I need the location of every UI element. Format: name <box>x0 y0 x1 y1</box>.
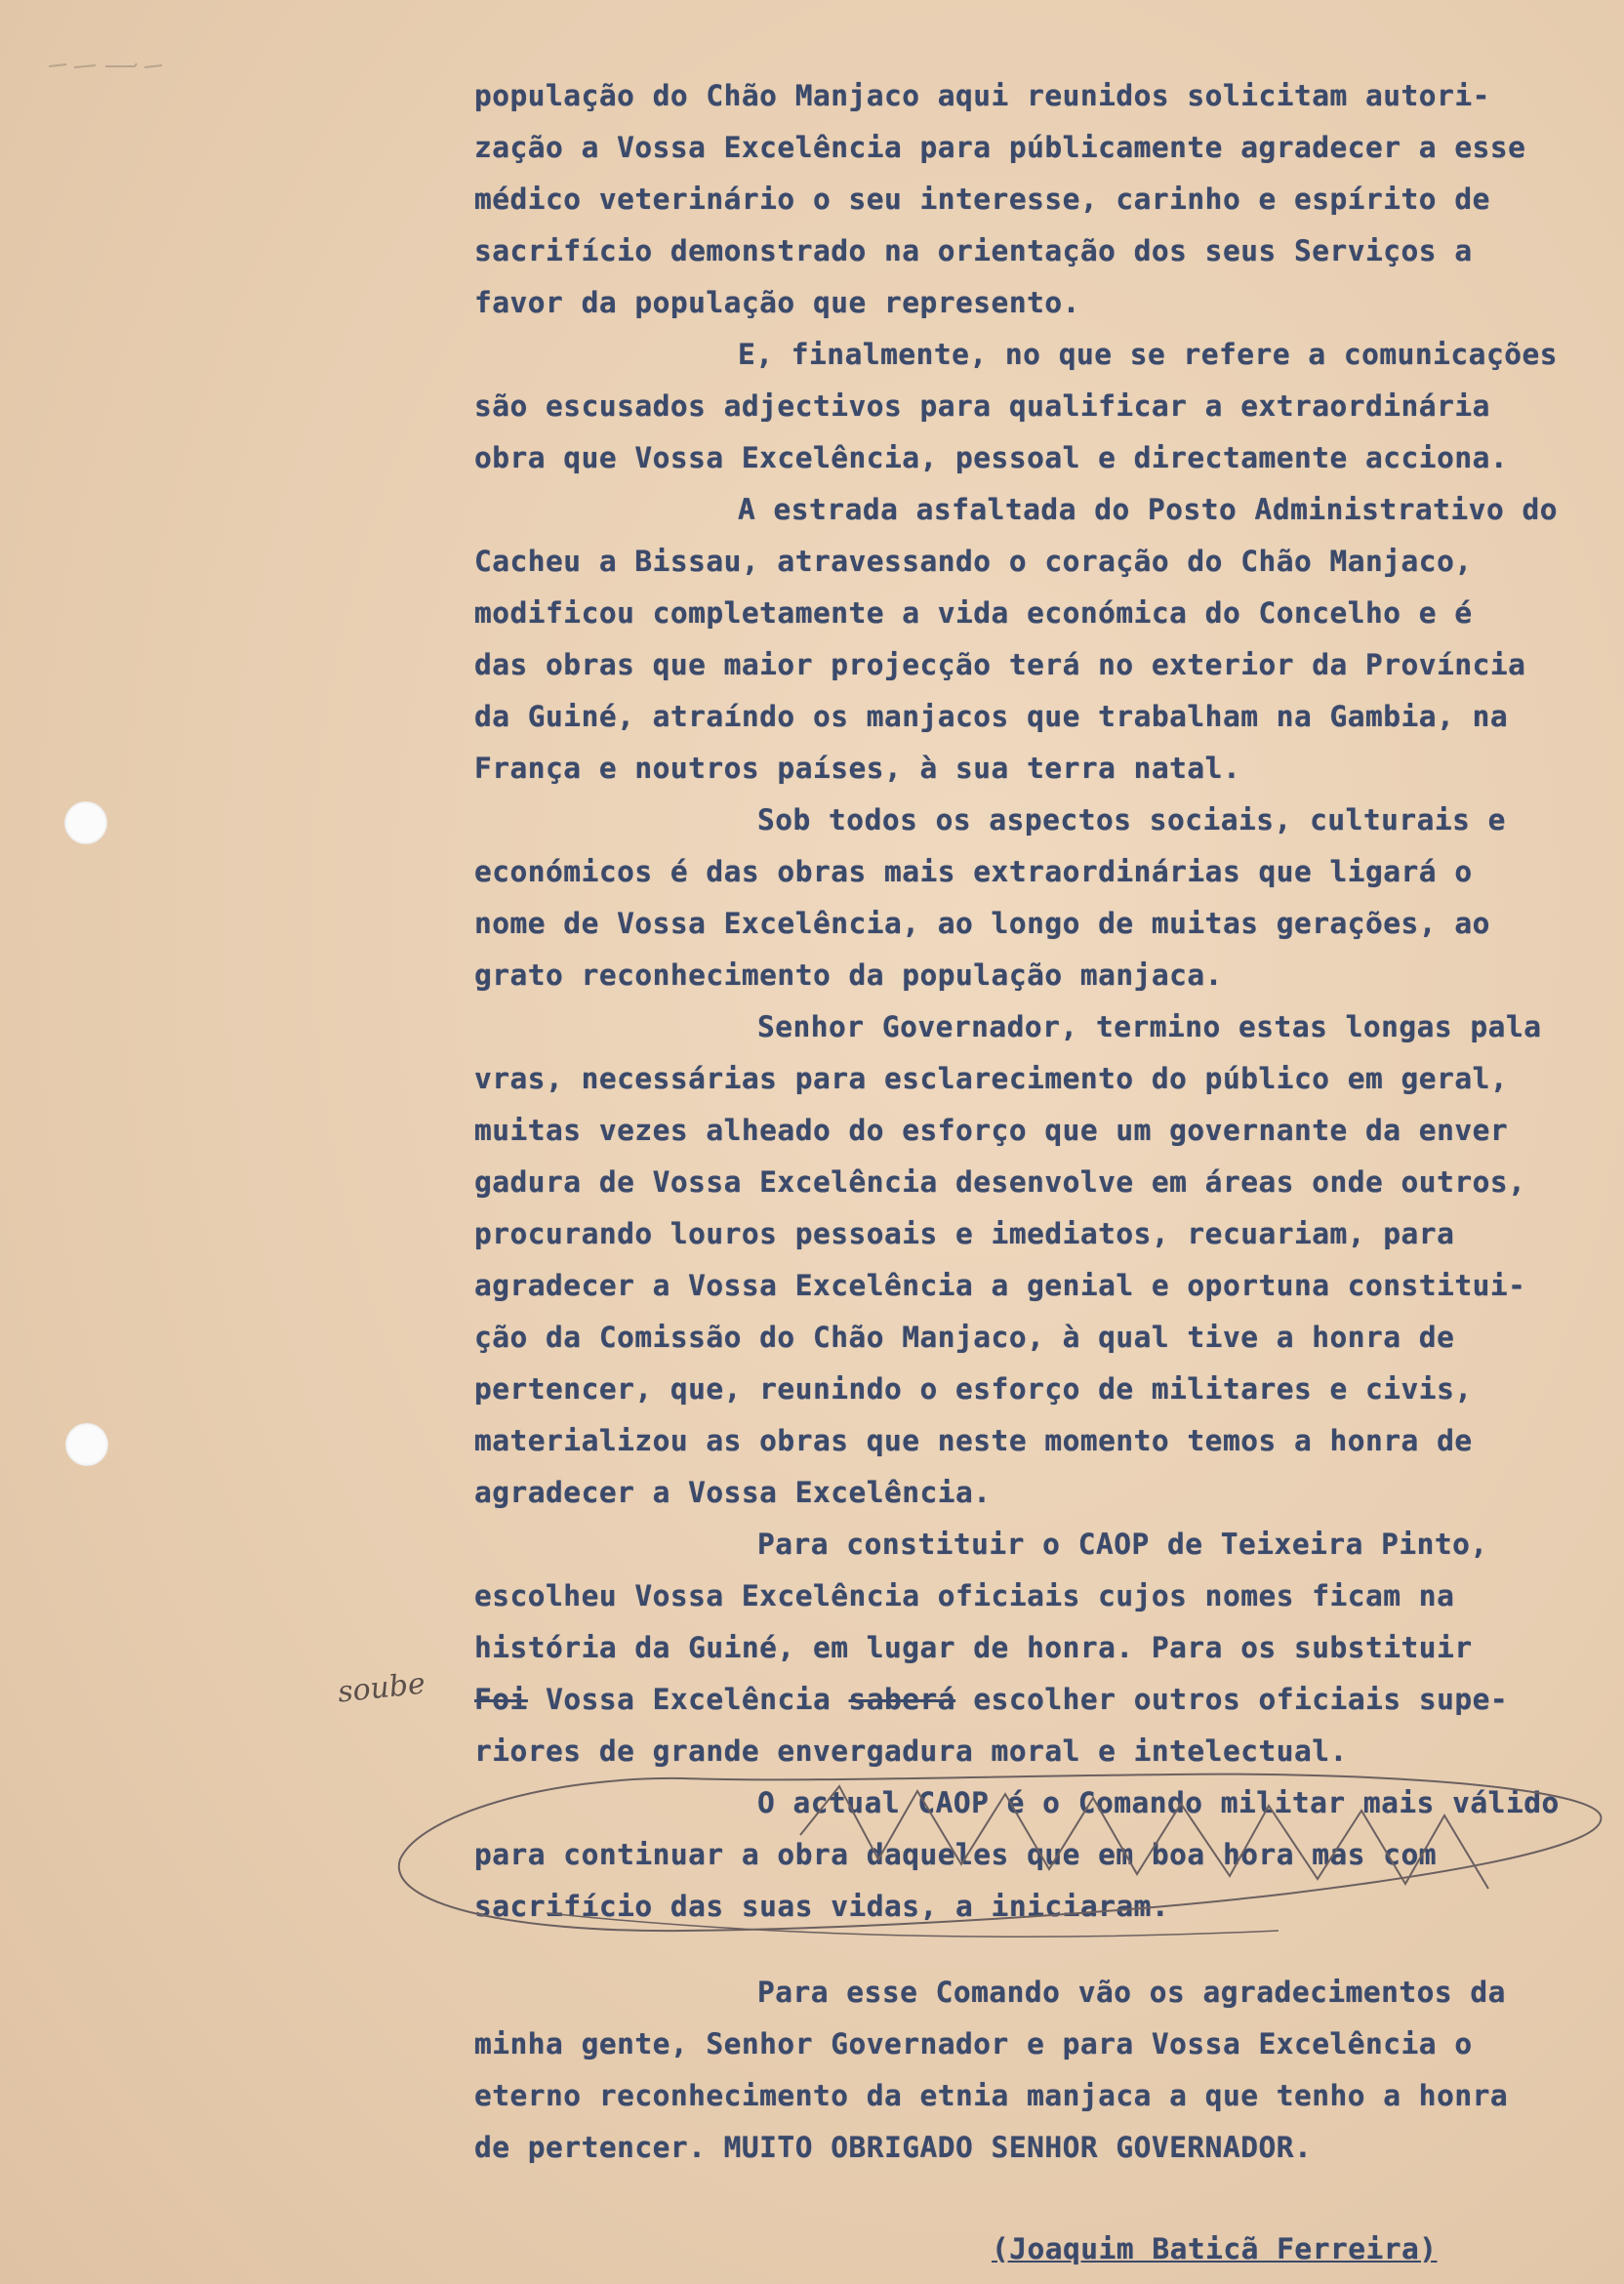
struck-word: Foi <box>474 1683 528 1716</box>
corner-mark <box>47 59 164 72</box>
text-line: vras, necessárias para esclarecimento do público em geral, <box>474 1062 1509 1095</box>
text-line: muitas vezes alheado do esforço que um governante da enver <box>474 1114 1509 1147</box>
punch-hole-bottom <box>65 1423 108 1466</box>
text-line: gadura de Vossa Excelência desenvolve em áreas onde outros, <box>474 1165 1526 1199</box>
text-line: nome de Vossa Excelência, ao longo de muitas gerações, ao <box>474 907 1490 940</box>
text-line: favor da população que represento. <box>474 286 1080 319</box>
text-line: obra que Vossa Excelência, pessoal e directamente acciona. <box>474 441 1509 474</box>
struck-word: saberá <box>848 1683 956 1716</box>
handwritten-margin-note: soube <box>336 1666 427 1710</box>
text-line: Para esse Comando vão os agradecimentos da <box>757 1976 1506 2009</box>
signature-line: (Joaquim Baticã Ferreira) <box>992 2232 1438 2265</box>
text-line: agradecer a Vossa Excelência a genial e oportuna constitui- <box>474 1269 1526 1302</box>
text-line: história da Guiné, em lugar de honra. Para os substituir <box>474 1631 1473 1664</box>
text-line: minha gente, Senhor Governador e para Vossa Excelência o <box>474 2027 1473 2060</box>
text-line: Para constituir o CAOP de Teixeira Pinto, <box>757 1528 1488 1561</box>
text-line: são escusados adjectivos para qualificar a extraordinária <box>474 389 1490 423</box>
text-line: das obras que maior projecção terá no exterior da Província <box>474 648 1526 681</box>
inline-text: escolher outros oficiais supe- <box>973 1683 1509 1716</box>
text-line: população do Chão Manjaco aqui reunidos solicitam autori- <box>474 79 1490 112</box>
text-line: eterno reconhecimento da etnia manjaca a que tenho a honra <box>474 2079 1509 2112</box>
text-line: E, finalmente, no que se refere a comunicações <box>738 338 1558 371</box>
text-line: ção da Comissão do Chão Manjaco, à qual tive a honra de <box>474 1321 1455 1354</box>
text-line: materializou as obras que neste momento temos a honra de <box>474 1424 1473 1457</box>
text-line: Senhor Governador, termino estas longas pala <box>757 1010 1542 1043</box>
text-line: riores de grande envergadura moral e intelectual. <box>474 1734 1348 1768</box>
text-line: Cacheu a Bissau, atravessando o coração do Chão Manjaco, <box>474 545 1473 578</box>
text-line: Sob todos os aspectos sociais, culturais e <box>757 803 1506 836</box>
text-line-with-correction <box>474 1683 1509 1716</box>
text-line: procurando louros pessoais e imediatos, recuariam, para <box>474 1217 1455 1250</box>
text-line: médico veterinário o seu interesse, carinho e espírito de <box>474 183 1490 216</box>
text-line: A estrada asfaltada do Posto Administrativo do <box>738 493 1558 526</box>
punch-hole-top <box>64 801 107 844</box>
text-line: económicos é das obras mais extraordinárias que ligará o <box>474 855 1473 888</box>
text-line: pertencer, que, reunindo o esforço de militares e civis, <box>474 1372 1473 1406</box>
text-line: modificou completamente a vida económica do Concelho e é <box>474 596 1473 630</box>
text-line: sacrifício demonstrado na orientação dos seus Serviços a <box>474 234 1473 267</box>
text-line: O actual CAOP é o Comando militar mais válido <box>757 1786 1560 1819</box>
text-line: agradecer a Vossa Excelência. <box>474 1476 992 1509</box>
text-line: zação a Vossa Excelência para públicamente agradecer a esse <box>474 131 1526 164</box>
text-line: para continuar a obra daqueles que em boa hora mas com <box>474 1838 1438 1871</box>
text-line: da Guiné, atraíndo os manjacos que trabalham na Gambia, na <box>474 700 1509 733</box>
text-line: de pertencer. MUITO OBRIGADO SENHOR GOVERNADOR. <box>474 2131 1313 2164</box>
text-line: França e noutros países, à sua terra natal. <box>474 752 1241 785</box>
inline-text: Vossa Excelência <box>546 1683 832 1716</box>
text-line: grato reconhecimento da população manjaca. <box>474 958 1223 992</box>
text-line: escolheu Vossa Excelência oficiais cujos nomes ficam na <box>474 1579 1455 1612</box>
text-line: sacrifício das suas vidas, a iniciaram. <box>474 1890 1170 1923</box>
